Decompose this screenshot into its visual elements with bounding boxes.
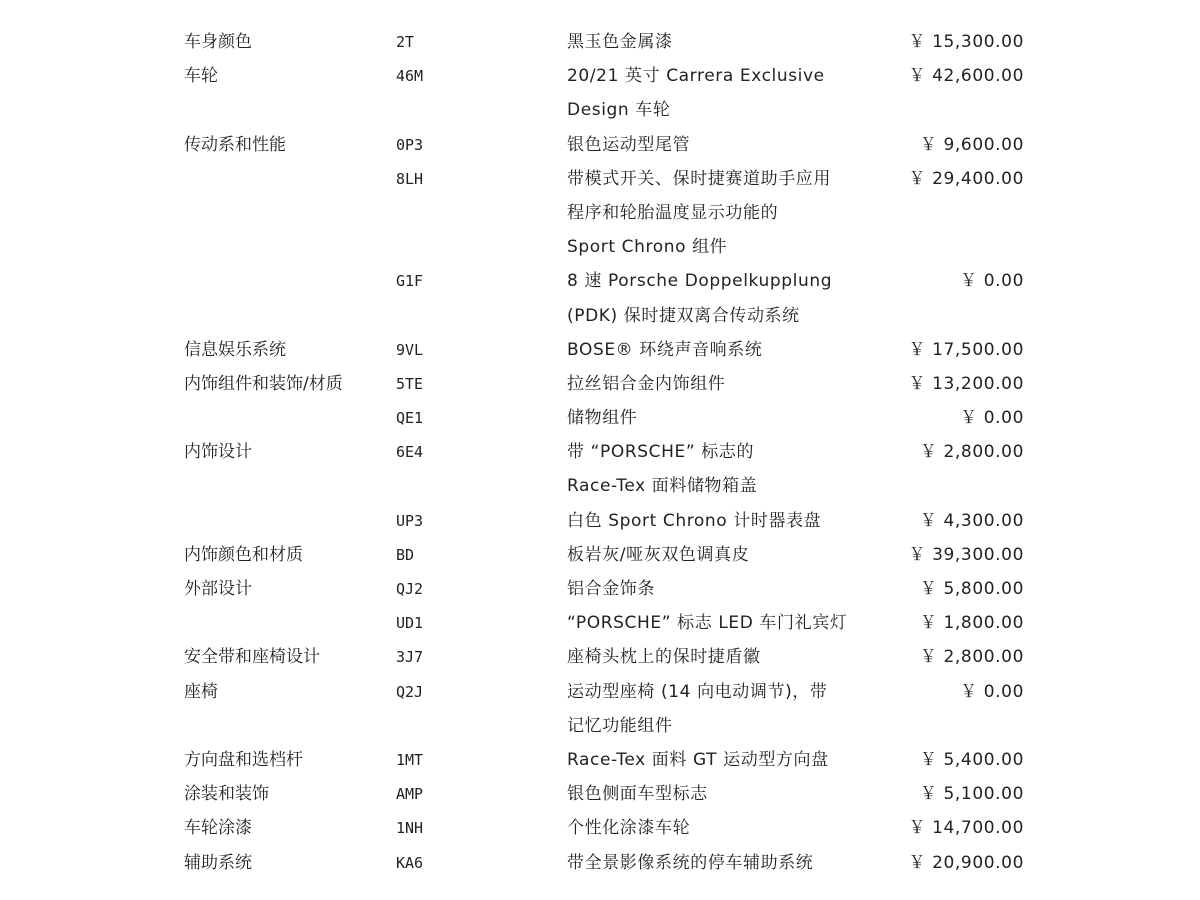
option-price: ￥ 17,500.00: [908, 339, 1024, 360]
option-category: 内饰颜色和材质: [184, 544, 303, 565]
option-row-main-line: [0, 777, 1200, 811]
option-price: ￥ 39,300.00: [908, 544, 1024, 565]
option-row-main-line: [0, 606, 1200, 640]
option-description: 程序和轮胎温度显示功能的: [567, 202, 779, 223]
option-row-main-line: [0, 264, 1200, 298]
option-category: 安全带和座椅设计: [184, 647, 320, 668]
option-description: 记忆功能组件: [567, 715, 673, 736]
option-row-main-line: [0, 401, 1200, 435]
option-description: 20/21 英寸 Carrera Exclusive: [567, 66, 825, 87]
option-description: 带 “PORSCHE” 标志的: [567, 442, 755, 463]
option-code: 1MT: [396, 750, 424, 769]
option-row-main-line: [0, 846, 1200, 880]
option-code: UP3: [396, 511, 424, 530]
option-category: 座椅: [184, 681, 218, 702]
option-description: 个性化涂漆车轮: [567, 818, 691, 839]
option-row: [0, 811, 1200, 845]
option-category: 信息娱乐系统: [184, 339, 286, 360]
option-code: Q2J: [396, 682, 424, 701]
option-price: ￥ 1,800.00: [919, 613, 1024, 634]
option-description: “PORSCHE” 标志 LED 车门礼宾灯: [567, 613, 848, 634]
option-row-main-line: [0, 504, 1200, 538]
option-code: G1F: [396, 272, 424, 291]
option-code: 8LH: [396, 169, 424, 188]
option-code: AMP: [396, 785, 424, 804]
option-row: [0, 846, 1200, 880]
option-row: [0, 162, 1200, 265]
option-price: ￥ 4,300.00: [919, 510, 1024, 531]
option-description: 拉丝铝合金内饰组件: [567, 373, 726, 394]
option-row-main-line: [0, 25, 1200, 59]
options-table: [0, 25, 1200, 880]
option-category: 辅助系统: [184, 852, 252, 873]
option-price: ￥ 5,100.00: [919, 784, 1024, 805]
option-description: 白色 Sport Chrono 计时器表盘: [567, 510, 822, 531]
option-code: BD: [396, 545, 415, 564]
option-row-continuation-line: [0, 196, 1200, 230]
option-row: [0, 128, 1200, 162]
option-code: UD1: [396, 614, 424, 633]
option-row-main-line: [0, 675, 1200, 709]
option-category: 车轮涂漆: [184, 818, 252, 839]
option-price: ￥ 20,900.00: [908, 852, 1024, 873]
option-code: 3J7: [396, 648, 424, 667]
option-row: [0, 640, 1200, 674]
option-price: ￥ 9,600.00: [919, 134, 1024, 155]
option-row-main-line: [0, 367, 1200, 401]
option-row-continuation-line: [0, 230, 1200, 264]
option-code: QJ2: [396, 580, 424, 598]
option-category: 传动系和性能: [184, 134, 286, 155]
option-category: 车轮: [184, 66, 218, 87]
option-row-continuation-line: [0, 93, 1200, 127]
option-code: 9VL: [396, 340, 424, 359]
option-row: [0, 25, 1200, 59]
option-price: ￥ 29,400.00: [908, 168, 1024, 189]
option-price: ￥ 15,300.00: [908, 32, 1024, 52]
option-row-main-line: [0, 162, 1200, 196]
option-code: 2T: [396, 33, 415, 51]
option-price: ￥ 13,200.00: [908, 373, 1024, 394]
option-row: [0, 264, 1200, 332]
option-description: 银色运动型尾管: [567, 134, 691, 155]
option-row-main-line: [0, 128, 1200, 162]
option-row-main-line: [0, 572, 1200, 606]
option-description: BOSE® 环绕声音响系统: [567, 339, 763, 360]
option-price: ￥ 5,800.00: [919, 579, 1024, 599]
option-price: ￥ 2,800.00: [919, 442, 1024, 463]
option-code: 5TE: [396, 374, 424, 393]
option-description: 带模式开关、保时捷赛道助手应用: [567, 168, 831, 189]
option-price: ￥ 0.00: [960, 681, 1024, 702]
option-description: Design 车轮: [567, 100, 671, 121]
option-row-main-line: [0, 640, 1200, 674]
option-price: ￥ 42,600.00: [908, 66, 1024, 87]
option-code: 46M: [396, 67, 424, 86]
option-category: 外部设计: [184, 579, 252, 599]
option-row: [0, 401, 1200, 435]
option-price: ￥ 5,400.00: [919, 749, 1024, 770]
option-row-main-line: [0, 435, 1200, 469]
option-row-main-line: [0, 743, 1200, 777]
option-description: 储物组件: [567, 408, 638, 429]
option-price: ￥ 0.00: [960, 408, 1024, 429]
option-row: [0, 538, 1200, 572]
option-description: 黑玉色金属漆: [567, 32, 673, 52]
option-row: [0, 435, 1200, 503]
option-row: [0, 777, 1200, 811]
option-row: [0, 59, 1200, 127]
option-row: [0, 572, 1200, 606]
option-row: [0, 504, 1200, 538]
option-row: [0, 333, 1200, 367]
option-row-continuation-line: [0, 709, 1200, 743]
option-row-main-line: [0, 538, 1200, 572]
option-description: (PDK) 保时捷双离合传动系统: [567, 305, 800, 326]
option-description: 8 速 Porsche Doppelkupplung: [567, 271, 833, 292]
option-row: [0, 367, 1200, 401]
option-code: 1NH: [396, 819, 424, 838]
option-row-continuation-line: [0, 469, 1200, 503]
option-code: KA6: [396, 853, 424, 872]
option-row: [0, 606, 1200, 640]
option-description: 板岩灰/哑灰双色调真皮: [567, 544, 750, 565]
option-category: 车身颜色: [184, 32, 252, 52]
option-price: ￥ 14,700.00: [908, 818, 1024, 839]
option-category: 涂装和装饰: [184, 784, 269, 805]
option-category: 方向盘和选档杆: [184, 749, 303, 770]
option-price: ￥ 0.00: [960, 271, 1024, 292]
option-description: Race-Tex 面料储物箱盖: [567, 476, 758, 497]
option-description: Sport Chrono 组件: [567, 237, 728, 258]
option-code: QE1: [396, 409, 424, 428]
option-description: 运动型座椅 (14 向电动调节)，带: [567, 681, 828, 702]
option-category: 内饰设计: [184, 442, 252, 463]
option-row: [0, 675, 1200, 743]
option-row: [0, 743, 1200, 777]
option-description: 座椅头枕上的保时捷盾徽: [567, 647, 761, 668]
option-code: 0P3: [396, 135, 424, 154]
option-row-main-line: [0, 59, 1200, 93]
option-row-main-line: [0, 811, 1200, 845]
option-description: 铝合金饰条: [567, 579, 655, 599]
option-description: Race-Tex 面料 GT 运动型方向盘: [567, 749, 829, 770]
option-row-continuation-line: [0, 299, 1200, 333]
option-description: 银色侧面车型标志: [567, 784, 708, 805]
option-category: 内饰组件和装饰/材质: [184, 373, 343, 394]
option-code: 6E4: [396, 443, 424, 462]
option-row-main-line: [0, 333, 1200, 367]
option-description: 带全景影像系统的停车辅助系统: [567, 852, 814, 873]
option-price: ￥ 2,800.00: [919, 647, 1024, 668]
